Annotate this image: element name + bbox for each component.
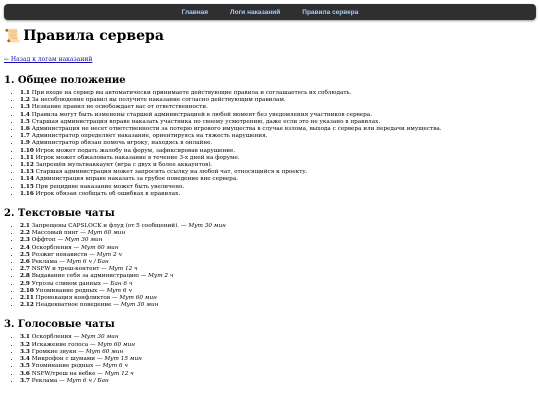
rule-penalty: Мут 6 ч <box>106 287 132 294</box>
rule-item <box>20 371 536 378</box>
rule-number: 2.6 <box>20 259 30 266</box>
rule-item <box>20 334 536 341</box>
rule-text: Старшая администрация может запросить ссылку на любой чат, относящийся к проекту. <box>33 169 308 176</box>
rule-text: Игрок может подать жалобу на форум, зафиксировав нарушение. <box>33 147 236 154</box>
rule-text: NSFW и треш-контент <box>29 266 100 273</box>
rule-text: Розжиг ненависти <box>29 251 88 258</box>
rule-number: 2.3 <box>20 237 30 244</box>
rule-number: 2.2 <box>20 230 30 237</box>
rule-number: 1.14 <box>20 176 34 183</box>
rule-item <box>20 184 536 191</box>
rule-number: 1.7 <box>20 133 30 140</box>
rule-item <box>20 378 536 385</box>
rule-text: Администрация вправе наказать за грубое поведение вне сервера. <box>33 176 239 183</box>
rule-penalty: Мут 60 мин <box>119 295 157 302</box>
nav-server-rules[interactable]: Правила сервера <box>302 8 359 16</box>
rule-item <box>20 349 536 356</box>
rule-item <box>20 119 536 126</box>
rule-number: 2.12 <box>20 302 34 309</box>
penalty-separator: — <box>110 295 120 302</box>
rule-penalty: Мут 30 мин <box>120 302 159 309</box>
rule-item <box>20 288 536 295</box>
rule-item <box>20 295 536 302</box>
rule-text: Упоминание родных <box>29 363 94 370</box>
rule-text: Администратор обязан помочь игроку, находясь в онлайне. <box>29 140 213 147</box>
rule-item <box>20 112 536 119</box>
main-content <box>4 26 536 385</box>
scroll-icon: 📜 <box>4 28 21 44</box>
rule-text: Неадекватное поведение <box>33 302 112 309</box>
rule-item <box>20 155 536 162</box>
rule-item <box>20 191 536 198</box>
rule-penalty: Мут 6 ч / Бан <box>66 259 109 266</box>
rule-number: 1.4 <box>20 111 30 118</box>
rule-item <box>20 281 536 288</box>
rule-number: 2.7 <box>20 266 30 273</box>
penalty-separator: — <box>76 348 86 355</box>
rule-text: Оскорбления <box>29 244 72 251</box>
rule-text: Реклама <box>29 259 58 266</box>
rule-penalty: Мут 60 мин <box>81 244 119 251</box>
rule-item <box>20 148 536 155</box>
penalty-separator: — <box>55 237 65 244</box>
rule-text: За несоблюдение правил вы получите наказание согласно действующим правилам. <box>29 97 286 104</box>
back-to-logs-link[interactable]: ← Назад к логам наказаний <box>4 56 93 63</box>
rule-number: 3.2 <box>20 341 30 348</box>
rule-number: 2.8 <box>20 273 30 280</box>
rule-number: 1.15 <box>20 183 34 190</box>
rule-text: Незнание правил не освобождает вас от ответственности. <box>29 104 208 111</box>
rule-text: Микрофон с шумами <box>29 356 96 363</box>
rule-number: 1.9 <box>20 140 30 147</box>
rule-item <box>20 356 536 363</box>
section-title: 1. Общее положение <box>4 75 126 86</box>
nav-punishment-logs[interactable]: Логи наказаний <box>230 8 281 16</box>
rule-text: Оффтоп <box>29 237 56 244</box>
rule-penalty: Мут 6 ч <box>102 363 128 370</box>
rule-penalty: Мут 30 мин <box>64 237 103 244</box>
rule-text: Массовый пинг <box>29 230 79 237</box>
rule-text: Реклама <box>29 377 58 384</box>
rule-item <box>20 245 536 252</box>
rule-text: При рецидиве наказание может быть увеличено. <box>33 183 185 190</box>
rule-text: Правила могут быть изменены старшей администрацией в любой момент без уведомления участников сервера. <box>29 111 373 118</box>
rule-text: Угрозы сливом данных <box>29 280 101 287</box>
nav-home[interactable]: Главная <box>181 8 209 16</box>
section-title: 3. Голосовые чаты <box>4 319 115 331</box>
rules-list <box>4 90 536 198</box>
section-title: 2. Текстовые чаты <box>4 208 115 220</box>
penalty-separator: — <box>71 334 82 341</box>
rule-number: 1.16 <box>20 190 34 197</box>
rule-number: 3.4 <box>20 356 30 363</box>
rule-text: NSFW/треш на вебке <box>29 370 96 377</box>
rule-penalty: Мут 2 ч <box>148 273 174 280</box>
rule-item <box>20 259 536 266</box>
rule-number: 1.3 <box>20 104 30 111</box>
rule-penalty: Мут 12 ч <box>108 266 138 273</box>
penalty-separator: — <box>93 363 103 370</box>
rule-item <box>20 176 536 183</box>
penalty-separator: — <box>179 223 189 230</box>
rule-number: 1.13 <box>20 169 34 176</box>
rule-text: Игрок может обжаловать наказание в течение 3-х дней на форуме. <box>33 154 240 161</box>
rule-penalty: Мут 30 мин <box>188 223 226 230</box>
rule-item <box>20 126 536 133</box>
top-navbar <box>4 4 536 20</box>
rule-penalty: Мут 15 мин <box>104 356 142 363</box>
penalty-separator: — <box>99 266 109 273</box>
penalty-separator: — <box>87 251 97 258</box>
rule-text: Администратор определяет наказание, ориентируясь на тяжесть нарушения. <box>29 133 268 140</box>
rule-text: Выдавание себя за администрацию <box>29 273 139 280</box>
rule-number: 1.11 <box>20 154 34 161</box>
rule-number: 3.6 <box>20 370 30 377</box>
rule-text: Игрок обязан сообщать об ошибках в правилах. <box>33 190 181 197</box>
penalty-separator: — <box>111 302 121 309</box>
rule-number: 2.1 <box>20 223 30 230</box>
penalty-separator: — <box>100 280 111 287</box>
rule-penalty: Бан 6 ч <box>110 280 133 287</box>
rules-list <box>4 334 536 384</box>
page-title-text: Правила сервера <box>23 28 164 44</box>
rule-number: 2.9 <box>20 280 30 287</box>
rule-number: 2.5 <box>20 251 30 258</box>
rule-text: Оскорбления <box>29 334 72 341</box>
rule-text: Громкие звуки <box>29 348 77 355</box>
rule-number: 1.2 <box>20 97 30 104</box>
rule-item <box>20 140 536 147</box>
rule-number: 3.3 <box>20 348 30 355</box>
rule-penalty: Мут 2 ч <box>96 251 122 258</box>
rule-penalty: Мут 6 ч / Бан <box>66 377 109 384</box>
rule-penalty: Мут 60 мин <box>87 230 126 237</box>
rule-item <box>20 223 536 230</box>
rule-penalty: Мут 60 мин <box>97 341 135 348</box>
rule-item <box>20 363 536 370</box>
rule-item <box>20 252 536 259</box>
penalty-separator: — <box>57 377 67 384</box>
rule-item <box>20 237 536 244</box>
rule-number: 1.5 <box>20 118 30 125</box>
rule-item <box>20 273 536 280</box>
penalty-separator: — <box>95 356 105 363</box>
rule-number: 2.10 <box>20 287 34 294</box>
rules-sections <box>4 75 536 385</box>
rule-item <box>20 104 536 111</box>
rule-penalty: Мут 12 ч <box>104 370 134 377</box>
penalty-separator: — <box>57 259 67 266</box>
rule-number: 2.4 <box>20 244 30 251</box>
rule-penalty: Мут 30 мин <box>81 334 119 341</box>
rule-item <box>20 302 536 309</box>
rule-number: 1.6 <box>20 126 30 133</box>
rules-list <box>4 223 536 309</box>
rule-number: 3.7 <box>20 377 30 384</box>
rule-text: Администрация не несет ответственности за потерю игрового имущества в случае взлома, выхода с сервера или передачи имущества. <box>29 126 442 133</box>
rule-number: 3.1 <box>20 334 30 341</box>
rule-number: 1.1 <box>20 90 30 96</box>
penalty-separator: — <box>71 244 82 251</box>
penalty-separator: — <box>88 341 98 348</box>
rule-number: 2.11 <box>20 295 34 302</box>
rule-penalty: Мут 60 мин <box>85 348 124 355</box>
rule-text: Запрещён мультиаккаунт (игра с двух и более аккаунтов). <box>33 162 213 169</box>
rule-number: 3.5 <box>20 363 30 370</box>
page-title <box>4 26 536 46</box>
penalty-separator: — <box>78 230 88 237</box>
penalty-separator: — <box>138 273 149 280</box>
rule-text: Старшая администрация вправе наказать участника по своему усмотрению, даже если это не указано в правилах. <box>29 118 381 125</box>
rule-number: 1.12 <box>20 162 34 169</box>
rule-text: При входе на сервер вы автоматически принимаете действующие правила и соглашаетесь их соблюдать. <box>29 90 352 96</box>
rule-number: 1.10 <box>20 147 34 154</box>
penalty-separator: — <box>97 287 107 294</box>
rule-text: Искажение голоса <box>29 341 89 348</box>
penalty-separator: — <box>95 370 105 377</box>
rule-text: Провокация конфликтов <box>33 295 111 302</box>
rule-item <box>20 342 536 349</box>
rule-text: Запрещены CAPSLOCK и флуд (от 5 сообщений). <box>29 223 180 230</box>
rule-text: Упоминание родных <box>33 287 98 294</box>
